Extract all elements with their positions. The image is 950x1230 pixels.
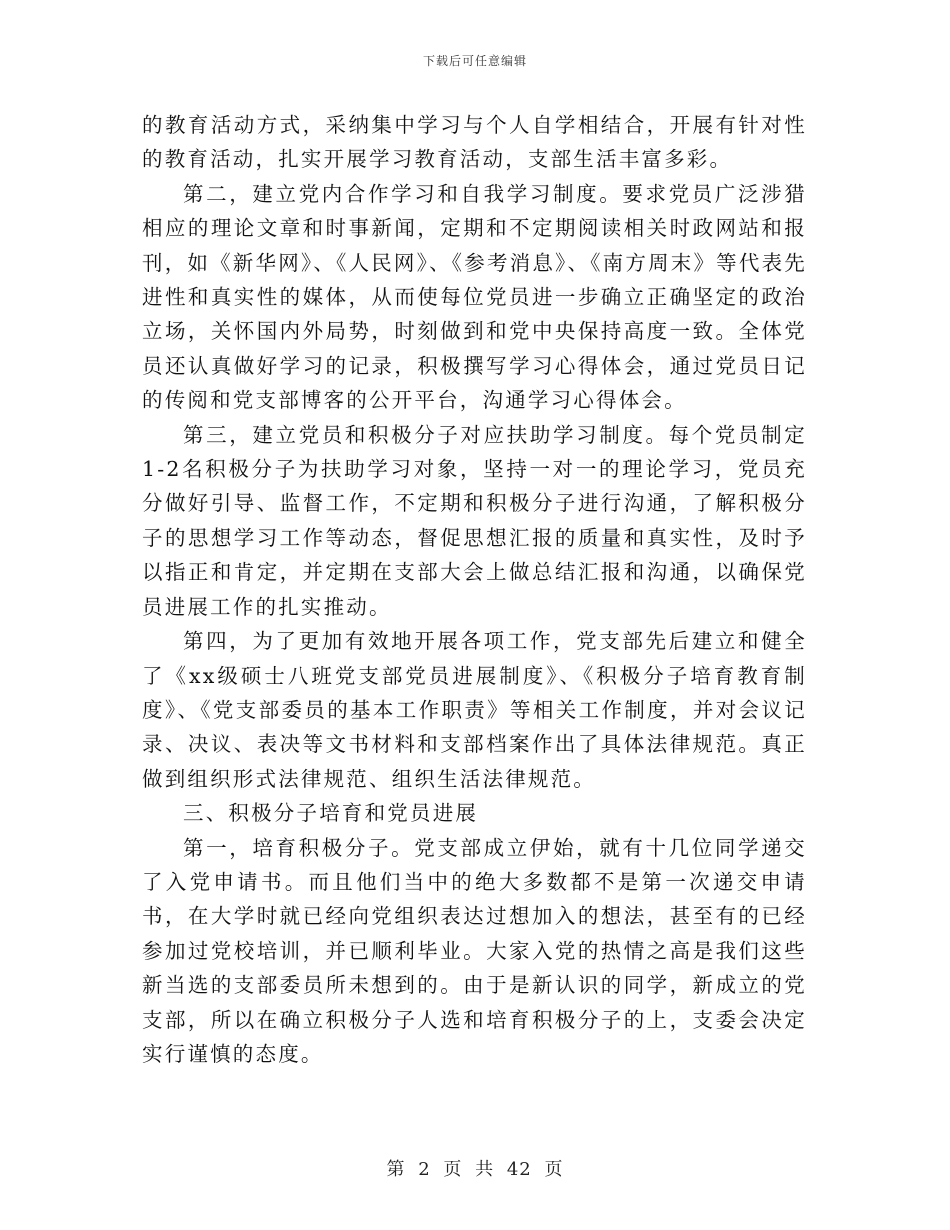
paragraph-2: 第二，建立党内合作学习和自我学习制度。要求党员广泛涉猎相应的理论文章和时事新闻，定期和不定期阅读相关时政网站和报刊，如《新华网》、《人民网》、《参考消息》、《南方周末》等代表先进性和真实性的媒体，从而使每位党员进一步确立正确坚定的政治立场，关怀国内外局势，时刻做到和党中央保持高度一致。全体党员还认真做好学习的记录，积极撰写学习心得体会，通过党员日记的传阅和党支部博客的公开平台，沟通学习心得体会。 — [142, 181, 807, 413]
paragraph-1: 的教育活动方式，采纳集中学习与个人自学相结合，开展有针对性的教育活动，扎实开展学习教育活动，支部生活丰富多彩。 — [142, 113, 807, 172]
paragraph-4: 第四，为了更加有效地开展各项工作，党支部先后建立和健全了《xx级硕士八班党支部党员进展制度》、《积极分子培育教育制度》、《党支部委员的基本工作职责》等相关工作制度，并对会议记录、决议、表决等文书材料和支部档案作出了具体法律规范。真正做到组织形式法律规范、组织生活法律规范。 — [142, 629, 807, 791]
page-number-footer: 第 2 页 共 42 页 — [386, 1159, 564, 1180]
document-body — [142, 108, 807, 1071]
paragraph-3: 第三，建立党员和积极分子对应扶助学习制度。每个党员制定1-2名积极分子为扶助学习对象，坚持一对一的理论学习，党员充分做好引导、监督工作，不定期和积极分子进行沟通，了解积极分子的思想学习工作等动态，督促思想汇报的质量和真实性，及时予以指正和肯定，并定期在支部大会上做总结汇报和沟通，以确保党员进展工作的扎实推动。 — [142, 422, 807, 619]
paragraph-5: 第一，培育积极分子。党支部成立伊始，就有十几位同学递交了入党申请书。而且他们当中的绝大多数都不是第一次递交申请书，在大学时就已经向党组织表达过想加入的想法，甚至有的已经参加过党校培训，并已顺利毕业。大家入党的热情之高是我们这些新当选的支部委员所未想到的。由于是新认识的同学，新成立的党支部，所以在确立积极分子人选和培育积极分子的上，支委会决定实行谨慎的态度。 — [142, 835, 807, 1066]
section-heading: 三、积极分子培育和党员进展 — [183, 801, 479, 826]
page-header: 下载后可任意编辑 — [422, 54, 527, 68]
